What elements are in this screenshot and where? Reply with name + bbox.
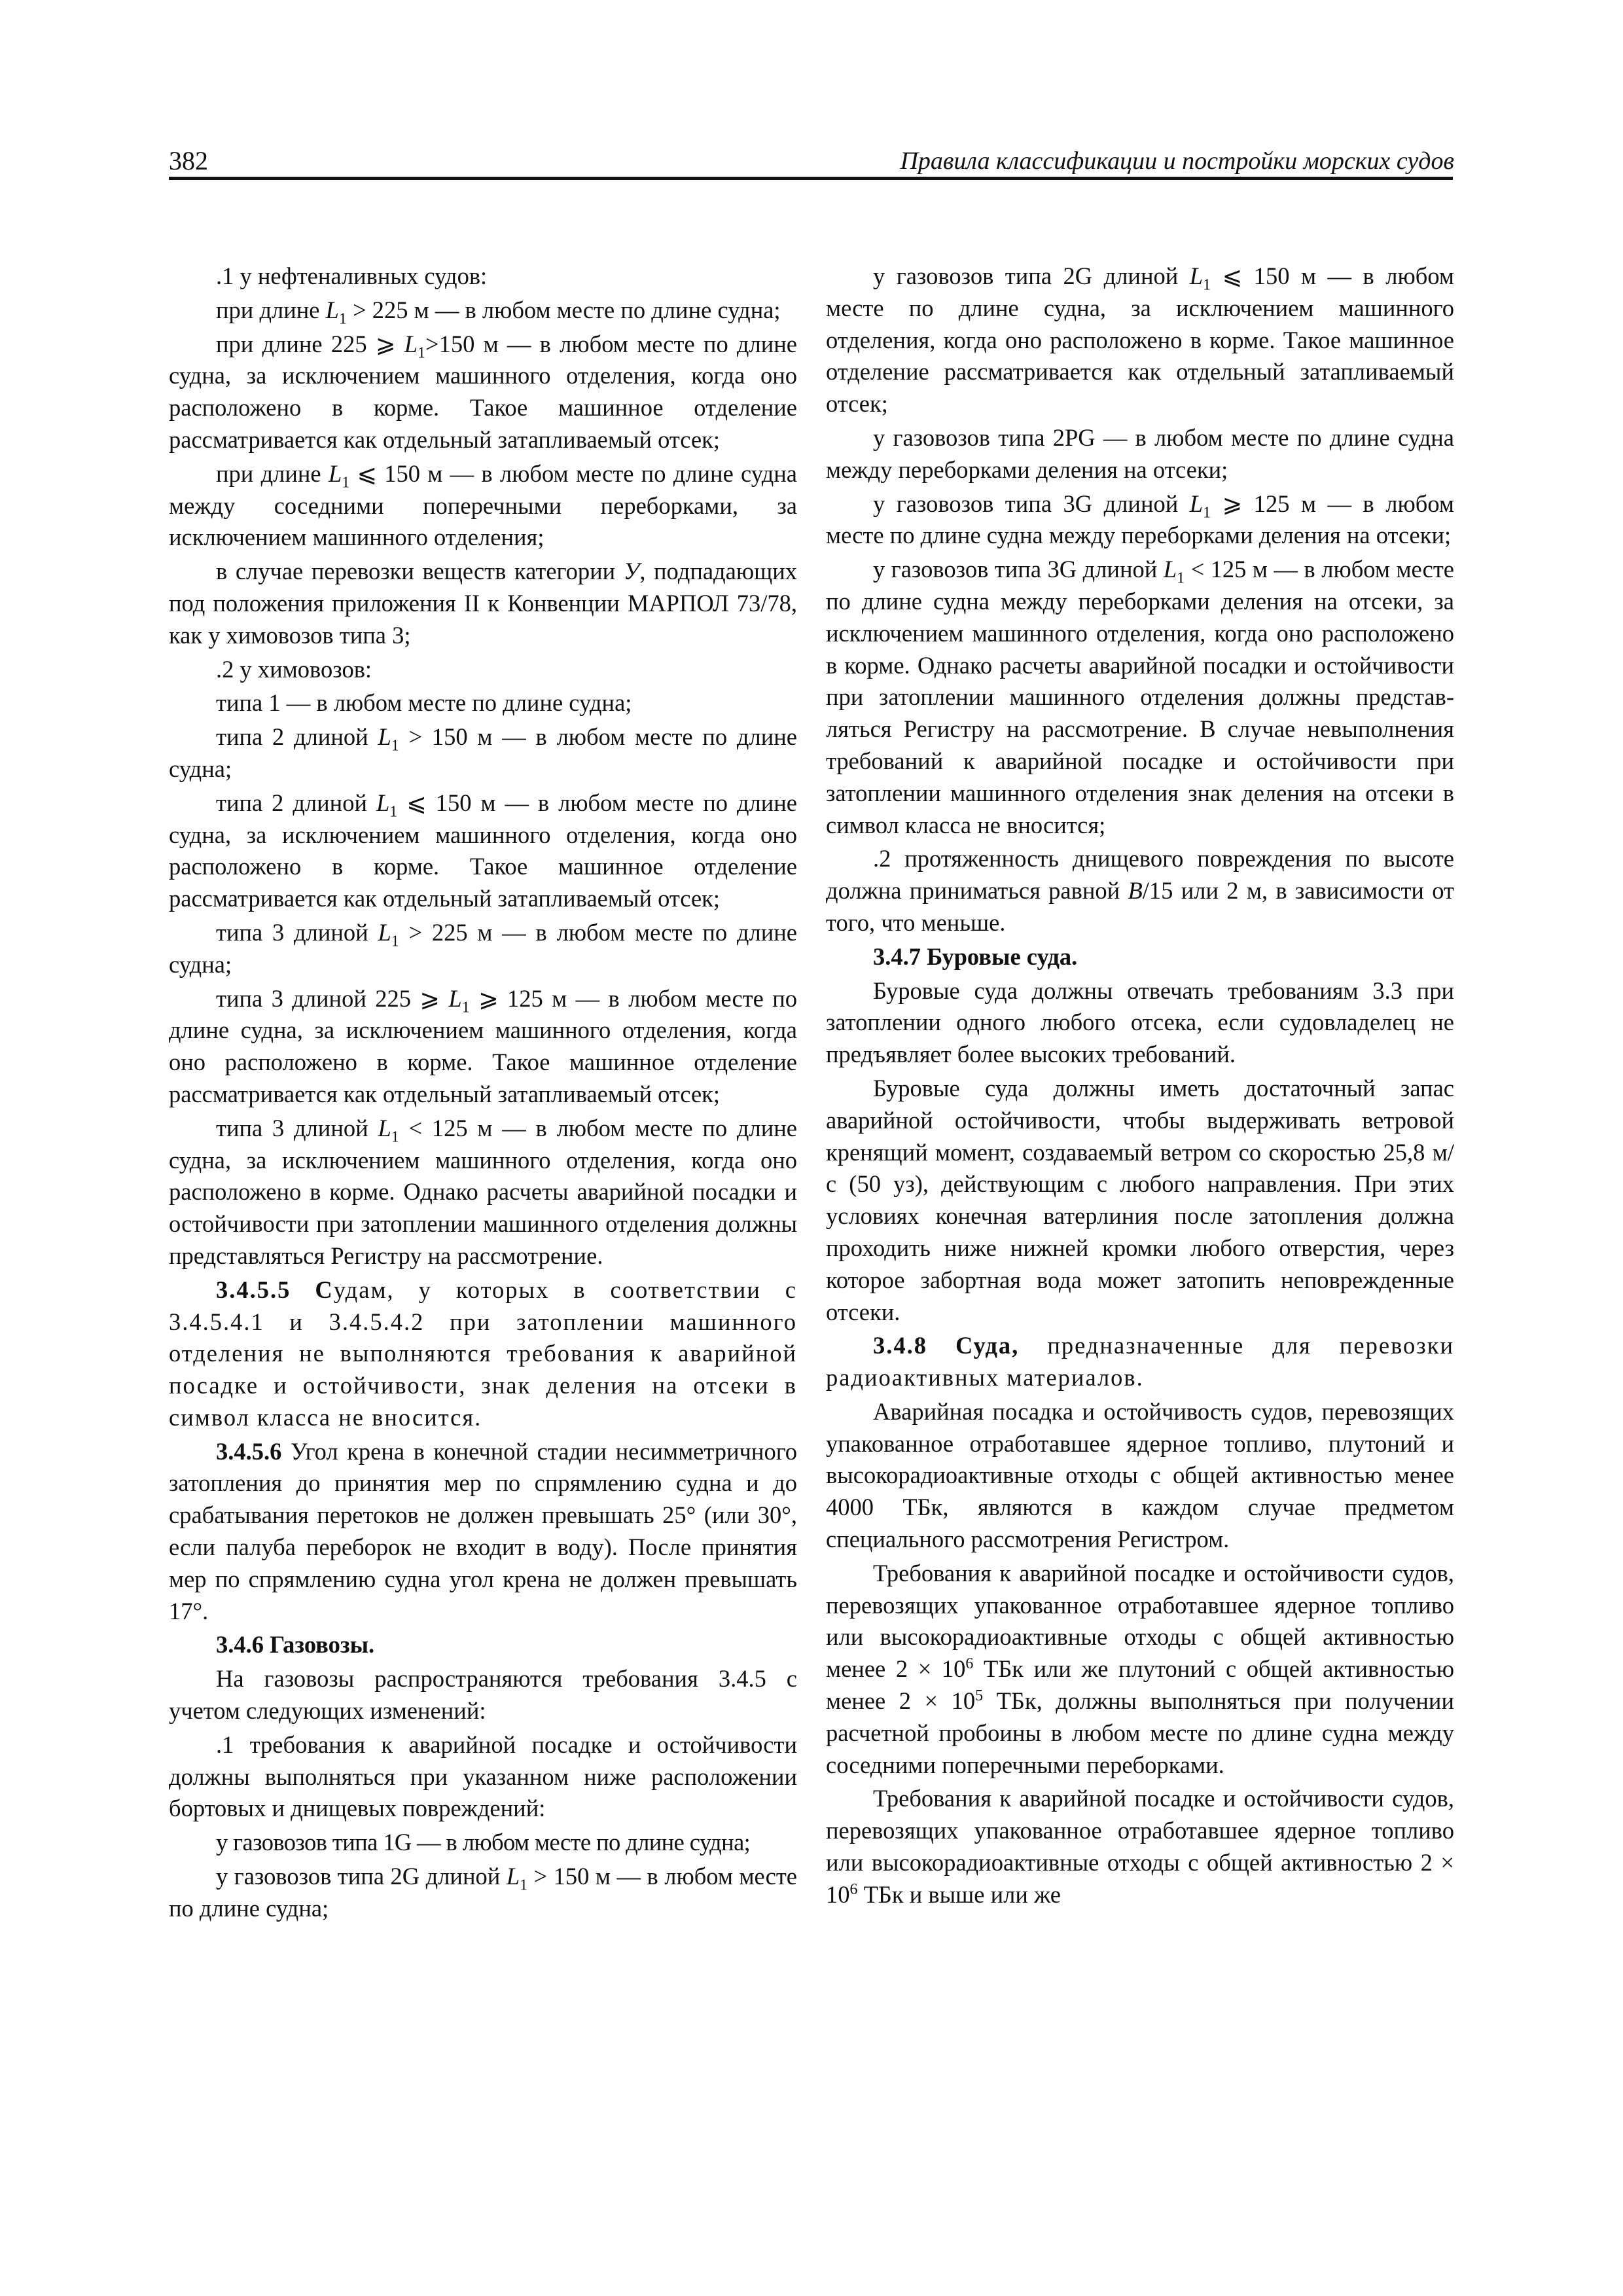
right-column-paragraph: Аварийная посадка и остойчивость судов, перевозящих упакованное отработавшее ядерное топливо, плутоний и высокорадиоактивные отходы с общей активностью менее 4000 ТБк, являются в каждом случае предметом специального рассмотрения Регистром. [826,1397,1454,1553]
right-column-paragraph: у газовозов типа 3G длиной $L_1 < 125$ м — в любом месте по длине судна между переборками деления на отсеки, за исключением машинного отделения, когда оно расположено в корме. Однако расчеты аварийной посадки и остойчивости при затоплении машинного отделения должны представляться Регистру на рассмотрение. В случае невыполнения требований к аварийной посадке и остойчивости при затоплении машинного отделения знак деления на отсеки в символ класса не вносится; [826,556,1455,838]
left-column-paragraph: .1 требования к аварийной посадке и остойчивости должны выполняться при указанном ниже расположении бортовых и днищевых повреждений: [169,1731,797,1822]
left-column-paragraph: типа 3 длиной $L_1 < 125$ м — в любом месте по длине судна, за исключением машинного отделения, когда оно расположено в корме. Однако расчеты аварийной посадки и остойчивости при затоплении машинного отделения должны представляться Регистру на рассмотрение. [169,1114,797,1269]
left-column-paragraph: 3.4.5.5 Судам, у которых в соответствии с 3.4.5.4.1 и 3.4.5.4.2 при затоплении машинного отделения не выполняются требования к аварийной посадке и остойчивости, знак деления на отсеки в символ класса не вносится. [169,1276,797,1431]
page-number: 382 [169,146,208,175]
right-column-paragraph: Требования к аварийной посадке и остойчивости судов, перевозящих упакованное отработавшее ядерное топливо или высокорадиоактивные отходы с общей активностью менее $2 \times 10^6$ ТБк или же плутоний с общей активностью менее $2 \times 10^5$ ТБк, должны выполняться при получении расчетной пробоины в любом месте по длине судна между соседними поперечными переборками. [826,1559,1454,1778]
left-column-paragraph: типа 3 длиной 225 ⩾ $L_1$ ⩾ 125 м — в любом месте по длине судна, за исключением машинного отделения, когда оно расположено в корме. Такое машинное отделение рассматривается как отдельный затапливаемый отсек; [169,984,797,1107]
left-column-paragraph: 3.4.6 Газовозы. [216,1631,375,1659]
left-column [169,260,797,1925]
header-rule [169,177,1453,180]
left-column-paragraph: типа 2 длиной $L_1$ ⩽ 150 м — в любом месте по длине судна, за исключением машинного отделения, когда оно расположено в корме. Такое машинное отделение рассматривается как отдельный затапливаемый отсек; [169,789,797,912]
right-column-paragraph: 3.4.8 Суда, предназначенные для перевозки радиоактивных материалов. [826,1332,1454,1391]
right-column-paragraph: Буровые суда должны отвечать требованиям 3.3 при затоплении одного любого отсека, если судовладелец не предъявляет более высоких требований. [826,977,1454,1068]
left-column-paragraph: типа 2 длиной $L_1 > 150$ м — в любом месте по длине судна; [169,723,797,782]
left-column-paragraph: при длине 225 ⩾ $L_1>150$ м — в любом месте по длине судна, за исключением машинного отделения, когда оно расположено в корме. Такое машинное отделение рассматривается как отдельный затапливаемый отсек; [169,330,797,453]
right-column-paragraph: .2 протяженность днищевого повреждения по высоте должна приниматься равной B/15 или 2 м, в зависимости от того, что меньше. [826,845,1454,936]
right-column-paragraph: Требования к аварийной посадке и остойчивости судов, перевозящих упакованное отработавшее ядерное топливо или высокорадиоактивные отходы с общей активностью $2 \times 10^6$ ТБк и выше или же [826,1785,1454,1908]
left-column-paragraph: .2 у химовозов: [216,655,372,683]
right-column-paragraph: у газовозов типа 2G длиной $L_1$ ⩽ 150 м — в любом месте по длине судна, за исключением машинного отделения, когда оно расположено в корме. Такое машинное отделение рассматривается как отдельный затапливаемый отсек; [826,262,1455,418]
left-column-paragraph: На газовозы распространяются требования 3.4.5 с учетом следующих изменений: [169,1665,797,1725]
left-column-paragraph: у газовозов типа 1G — в любом месте по длине судна; [216,1829,751,1856]
left-column-paragraph: типа 1 — в любом месте по длине судна; [216,689,632,717]
right-column-paragraph: 3.4.7 Буровые суда. [873,942,1078,970]
right-column [826,260,1454,1911]
left-column-paragraph: при длине $L_1$ ⩽ 150 м — в любом месте по длине судна между соседними поперечными переборками, за исключением машинного отделения; [169,459,797,551]
left-column-paragraph: у газовозов типа 2G длиной $L_1 > 150$ м — в любом месте по длине судна; [169,1863,798,1922]
right-column-paragraph: у газовозов типа 2PG — в любом месте по длине судна между переборками деления на отсеки; [826,423,1454,483]
left-column-paragraph: типа 3 длиной $L_1 > 225$ м — в любом месте по длине судна; [169,918,797,978]
running-title: Правила классификации и постройки морских судов [900,147,1454,175]
left-column-paragraph: при длине $L_1 > 225$ м — в любом месте по длине судна; [216,296,781,328]
left-column-paragraph: в случае перевозки веществ категории У, подпадающих под положения приложения II к Конвенции МАРПОЛ 73/78, как у химовозов типа 3; [169,558,797,649]
left-column-paragraph: .1 у нефтеналивных судов: [216,262,488,289]
left-column-paragraph: 3.4.5.6 Угол крена в конечной стадии несимметричного затопления до принятия мер по спрямлению судна и до срабатывания перетоков не должен превышать 25° (или 30°, если палуба переборок не входит в воду). После принятия мер по спрямлению судна угол крена не должен превышать 17°. [169,1437,797,1624]
right-column-paragraph: Буровые суда должны иметь достаточный запас аварийной остойчивости, чтобы выдерживать ветровой кренящий момент, создаваемый ветром со скоростью 25,8 м/с (50 уз), действующим с любого направления. При этих условиях конечная ватерлиния после затопления должна проходить ниже нижней кромки любого отверстия, через которое забортная вода может затопить неповрежденные отсеки. [826,1074,1454,1325]
right-column-paragraph: у газовозов типа 3G длиной $L_1$ ⩾ 125 м — в любом месте по длине судна между переборками деления на отсеки; [826,490,1455,549]
